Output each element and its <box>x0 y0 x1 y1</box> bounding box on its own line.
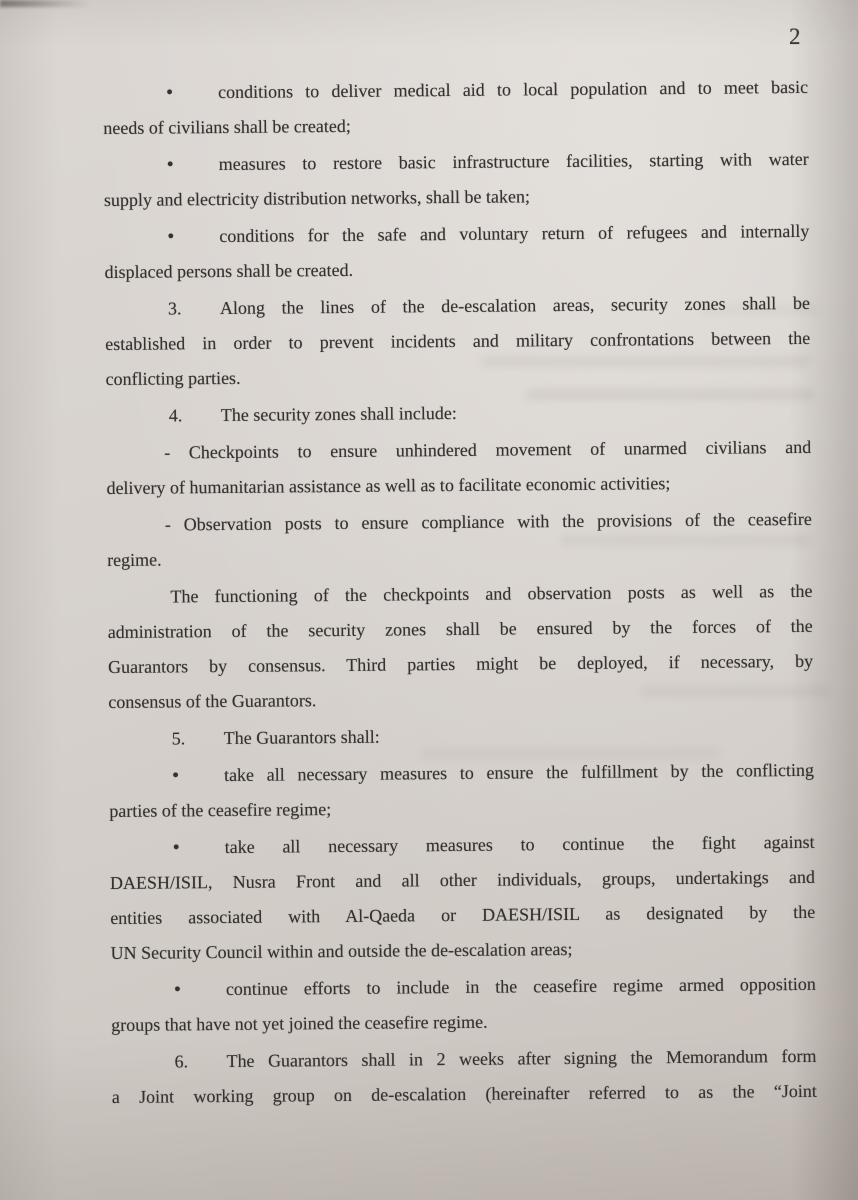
line-text: The Guarantors shall in 2 weeks after signing the Memorandum form <box>226 1045 817 1071</box>
bullet-marker: • <box>166 153 174 176</box>
paragraph <box>107 574 813 720</box>
paragraph <box>111 1039 817 1115</box>
text-block <box>103 70 817 1117</box>
line-text: - Observation posts to ensure compliance with the provisions of the ceasefire <box>164 508 812 535</box>
text-line <box>111 967 816 1008</box>
text-line <box>103 70 808 111</box>
line-text: - Checkpoints to ensure unhindered movement of unarmed civilians and <box>164 436 812 463</box>
text-line: delivery of humanitarian assistance as well as to facilitate economic activities; <box>106 473 671 499</box>
paragraph <box>103 70 809 146</box>
paragraph <box>109 716 814 757</box>
paragraph <box>107 502 813 578</box>
item-number: 3. <box>167 298 182 319</box>
text-line: conflicting parties. <box>105 367 241 390</box>
line-text: The functioning of the checkpoints and observation posts as well as the <box>170 580 813 607</box>
text-line: UN Security Council within and outside the de-escalation areas; <box>110 938 573 964</box>
text-line: regime. <box>107 549 162 571</box>
item-number: 6. <box>174 1051 189 1072</box>
line-text: take all necessary measures to continue the fight against <box>224 831 815 858</box>
paragraph <box>110 825 816 971</box>
item-number: 5. <box>171 728 186 749</box>
paragraph <box>104 142 810 218</box>
paragraph <box>105 286 811 397</box>
bullet-marker: • <box>173 978 182 1001</box>
paragraph <box>109 753 815 829</box>
text-line <box>104 214 809 255</box>
paragraph <box>111 967 817 1043</box>
line-text: measures to restore basic infrastructure facilities, starting with water <box>218 148 809 175</box>
line-text: take all necessary measures to ensure the fulfillment by the conflicting <box>223 759 815 786</box>
text-line: consensus of the Guarantors. <box>108 690 317 713</box>
bullet-marker: • <box>165 81 174 104</box>
bullet-marker: • <box>167 225 175 248</box>
paragraph <box>104 214 810 290</box>
text-line <box>109 716 814 757</box>
line-text: conditions to deliver medical aid to local population and to meet basic <box>217 76 809 103</box>
page-number: 2 <box>789 24 801 49</box>
text-line: a Joint working group on de-escalation (hereinafter referred to as the “Joint <box>111 1080 817 1108</box>
line-text: The security zones shall include: <box>220 402 457 426</box>
bullet-marker: • <box>172 836 180 859</box>
text-line: established in order to prevent incidents and military confrontations between the <box>105 327 811 355</box>
line-text: continue efforts to include in the ceasefire regime armed opposition <box>225 973 816 1000</box>
text-line <box>106 430 811 471</box>
text-line: DAESH/ISIL, Nusra Front and all other individuals, groups, undertakings and <box>109 866 816 894</box>
text-line: parties of the ceasefire regime; <box>109 799 332 822</box>
text-line <box>107 502 812 543</box>
text-line: supply and electricity distribution networks, shall be taken; <box>103 186 530 211</box>
line-text: conditions for the safe and voluntary return of refugees and internally <box>219 220 810 247</box>
text-line: administration of the security zones shall be ensured by the forces of the <box>107 615 813 643</box>
paragraph <box>106 393 811 434</box>
text-line <box>104 142 809 183</box>
line-text: Along the lines of the de-escalation areas, security zones shall be <box>219 292 811 319</box>
paragraph <box>106 430 812 506</box>
text-line: entities associated with Al-Qaeda or DAESH/ISIL as designated by the <box>110 901 816 929</box>
text-line <box>106 393 811 434</box>
text-line: displaced persons shall be created. <box>104 259 354 283</box>
text-line <box>109 753 814 794</box>
item-number: 4. <box>168 405 183 426</box>
page-corner-shadow <box>0 0 90 7</box>
text-line: groups that have not yet joined the ceasefire regime. <box>111 1011 488 1036</box>
text-line: Guarantors by consensus. Third parties might be deployed, if necessary, by <box>107 650 814 678</box>
bullet-marker: • <box>171 764 180 787</box>
text-line: needs of civilians shall be created; <box>103 115 351 139</box>
line-text: The Guarantors shall: <box>223 726 380 749</box>
